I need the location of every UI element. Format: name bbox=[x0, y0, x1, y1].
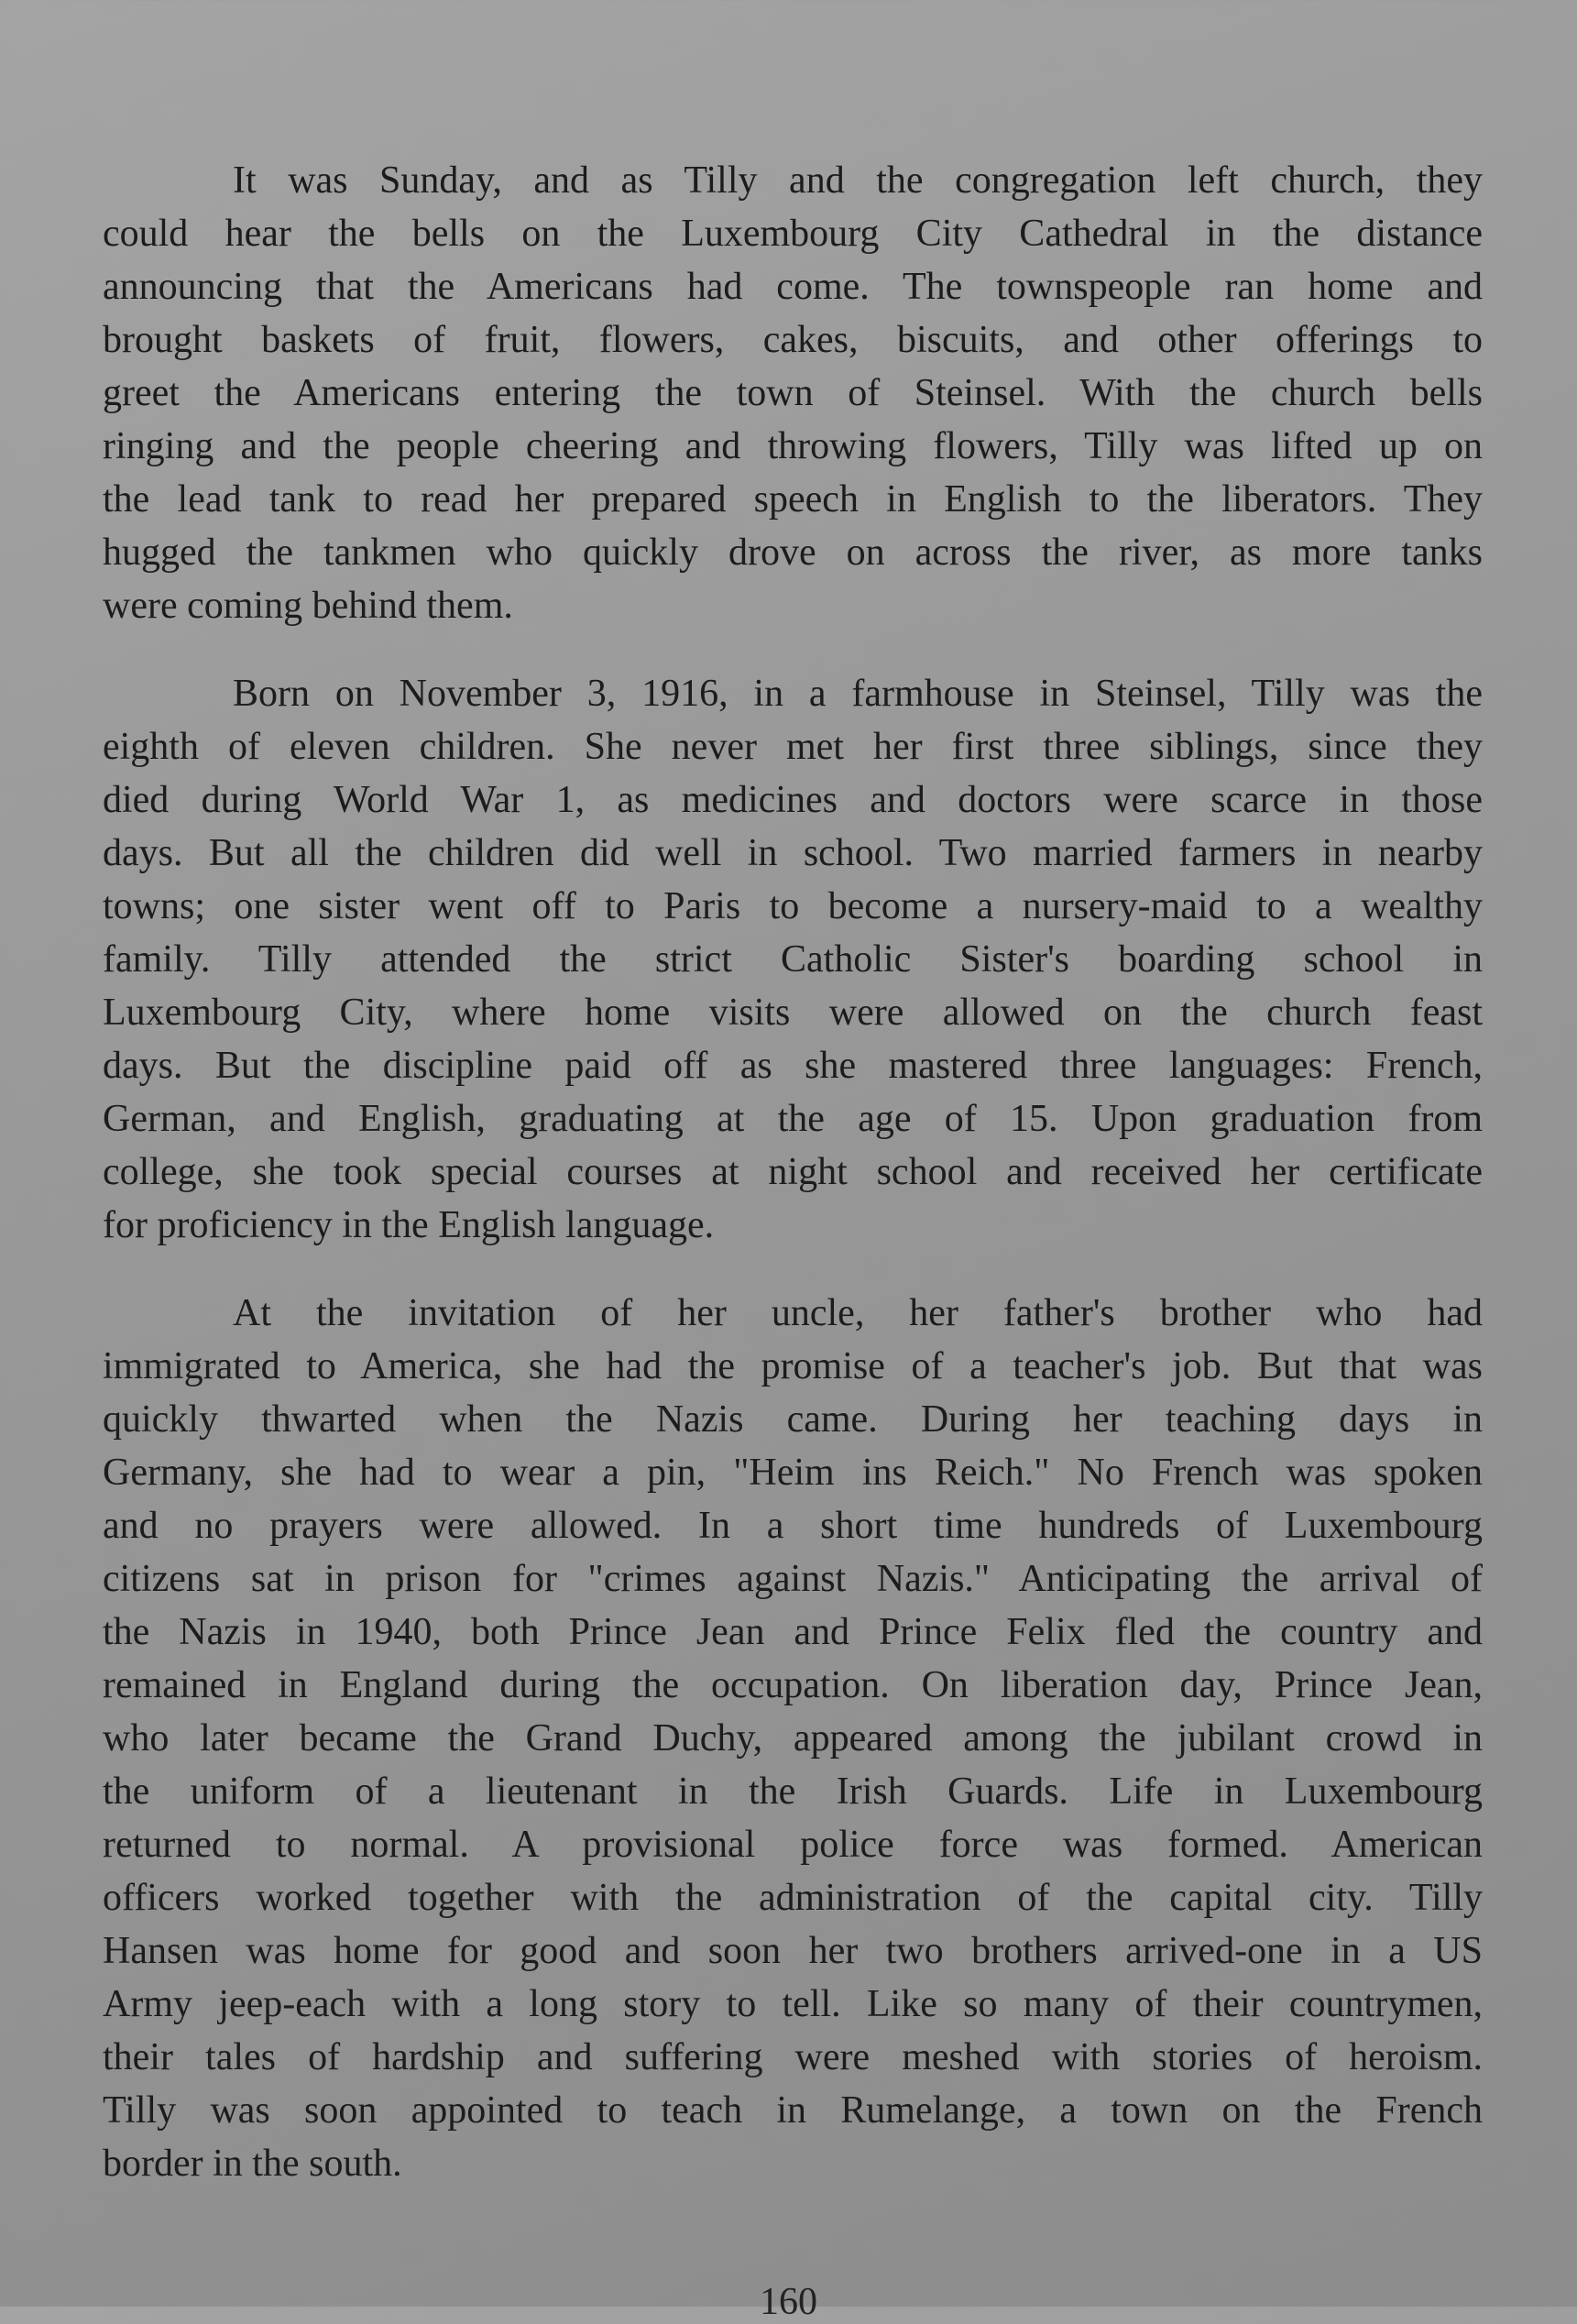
text-line: announcing that the Americans had come. The townspeople ran home and bbox=[103, 266, 1483, 308]
text-line: days. But the discipline paid off as she mastered three languages: French, bbox=[103, 1045, 1483, 1087]
book-page-text bbox=[103, 154, 1483, 2225]
page-number: 160 bbox=[760, 2281, 817, 2323]
text-line: Born on November 3, 1916, in a farmhouse in Steinsel, Tilly was the bbox=[233, 673, 1483, 715]
text-line: their tales of hardship and suffering were meshed with stories of heroism. bbox=[103, 2036, 1483, 2078]
text-line: officers worked together with the administration of the capital city. Tilly bbox=[103, 1877, 1483, 1919]
text-line: the Nazis in 1940, both Prince Jean and Prince Felix fled the country and bbox=[103, 1611, 1483, 1653]
text-line: died during World War 1, as medicines and doctors were scarce in those bbox=[103, 779, 1483, 821]
text-line: returned to normal. A provisional police force was formed. American bbox=[103, 1824, 1483, 1866]
text-line: for proficiency in the English language. bbox=[103, 1204, 715, 1246]
text-line: who later became the Grand Duchy, appeared among the jubilant crowd in bbox=[103, 1717, 1483, 1759]
text-line: Hansen was home for good and soon her two brothers arrived-one in a US bbox=[103, 1930, 1483, 1972]
text-line: greet the Americans entering the town of Steinsel. With the church bells bbox=[103, 372, 1483, 414]
text-line: Luxembourg City, where home visits were allowed on the church feast bbox=[103, 992, 1483, 1034]
text-line: German, and English, graduating at the age of 15. Upon graduation from bbox=[103, 1098, 1483, 1140]
text-line: the uniform of a lieutenant in the Irish Guards. Life in Luxembourg bbox=[103, 1770, 1483, 1813]
text-line: At the invitation of her uncle, her father's brother who had bbox=[233, 1292, 1483, 1334]
text-line: Germany, she had to wear a pin, "Heim ins Reich." No French was spoken bbox=[103, 1452, 1483, 1494]
text-line: towns; one sister went off to Paris to become a nursery-maid to a wealthy bbox=[103, 885, 1483, 927]
text-line: quickly thwarted when the Nazis came. During her teaching days in bbox=[103, 1398, 1483, 1441]
text-line: days. But all the children did well in school. Two married farmers in nearby bbox=[103, 832, 1483, 874]
text-line: could hear the bells on the Luxembourg City Cathedral in the distance bbox=[103, 213, 1483, 255]
text-line: immigrated to America, she had the promise of a teacher's job. But that was bbox=[103, 1345, 1483, 1387]
text-line: ringing and the people cheering and throwing flowers, Tilly was lifted up on bbox=[103, 425, 1483, 467]
paragraph bbox=[103, 1287, 1483, 2190]
text-line: hugged the tankmen who quickly drove on across the river, as more tanks bbox=[103, 532, 1483, 574]
paragraph bbox=[103, 667, 1483, 1252]
text-line: Tilly was soon appointed to teach in Rumelange, a town on the French bbox=[103, 2089, 1483, 2132]
text-line: citizens sat in prison for "crimes against Nazis." Anticipating the arrival of bbox=[103, 1558, 1483, 1600]
paragraph bbox=[103, 154, 1483, 632]
text-line: remained in England during the occupation. On liberation day, Prince Jean, bbox=[103, 1664, 1483, 1706]
text-line: It was Sunday, and as Tilly and the congregation left church, they bbox=[233, 159, 1483, 202]
text-line: border in the south. bbox=[103, 2143, 402, 2185]
text-line: family. Tilly attended the strict Catholic Sister's boarding school in bbox=[103, 938, 1483, 981]
text-line: brought baskets of fruit, flowers, cakes, biscuits, and other offerings to bbox=[103, 319, 1483, 361]
text-line: were coming behind them. bbox=[103, 585, 513, 627]
text-line: and no prayers were allowed. In a short time hundreds of Luxembourg bbox=[103, 1505, 1483, 1547]
text-line: eighth of eleven children. She never met her first three siblings, since they bbox=[103, 726, 1483, 768]
text-line: the lead tank to read her prepared speech in English to the liberators. They bbox=[103, 478, 1483, 521]
text-line: Army jeep-each with a long story to tell. Like so many of their countrymen, bbox=[103, 1983, 1483, 2025]
text-line: college, she took special courses at night school and received her certificate bbox=[103, 1151, 1483, 1193]
